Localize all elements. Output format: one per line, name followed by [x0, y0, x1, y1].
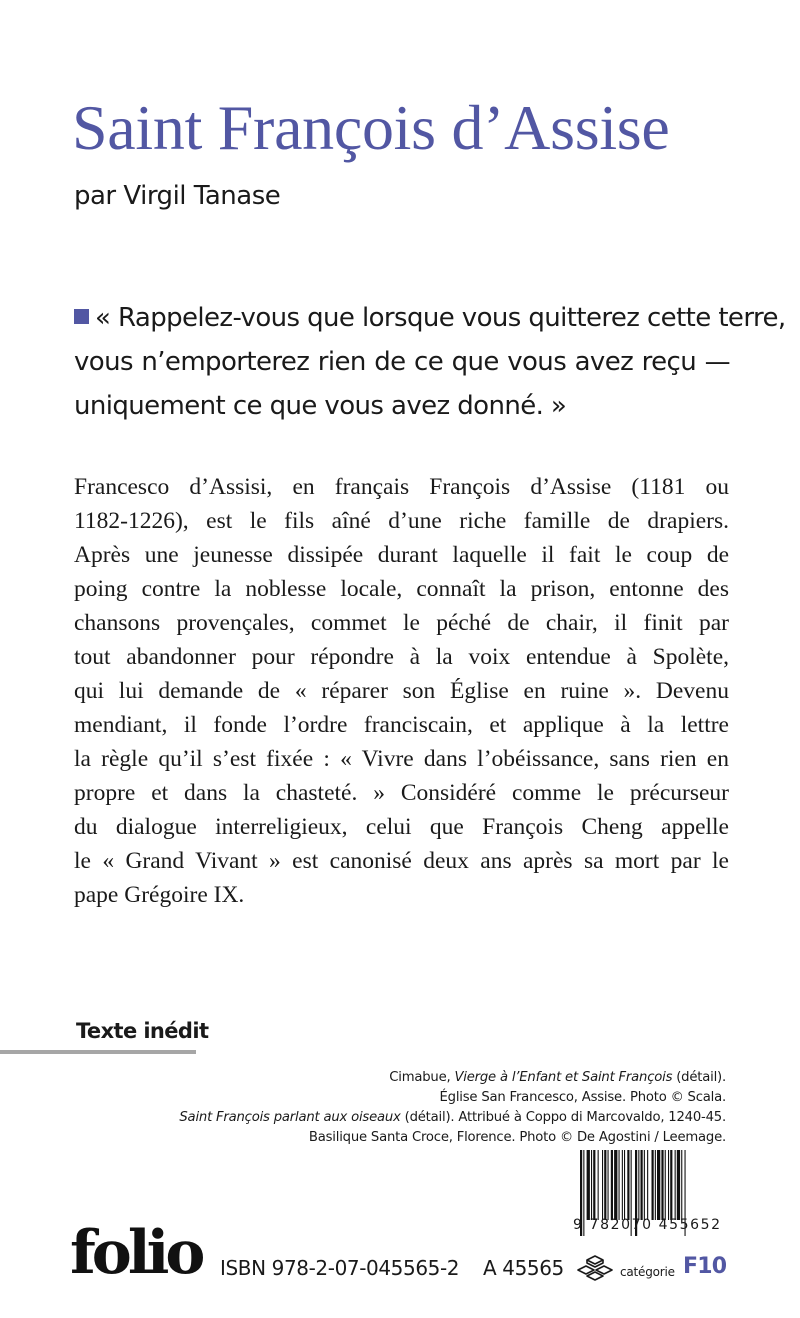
description-line: mendiant, il fonde l’ordre franciscain, et applique à la lettre — [74, 712, 729, 738]
image-credits — [26, 1068, 726, 1148]
category-label: catégorie — [620, 1265, 675, 1279]
description-line: du dialogue interreligieux, celui que François Cheng appelle — [74, 814, 729, 840]
description-line: Francesco d’Assisi, en français François d’Assise (1181 ou — [74, 474, 729, 500]
divider-rule — [0, 1050, 196, 1054]
description-line: 1182-1226), est le fils aîné d’une riche famille de drapiers. — [74, 508, 729, 534]
book-description — [74, 470, 729, 912]
isbn: ISBN 978-2-07-045565-2 — [220, 1256, 460, 1280]
books-icon — [576, 1253, 614, 1283]
description-line: chansons provençales, commet le péché de chair, il finit par — [74, 610, 729, 636]
quote-line: vous n’emporterez rien de ce que vous avez reçu — — [74, 347, 730, 377]
description-line: Après une jeunesse dissipée durant laquelle il fait le coup de — [74, 542, 729, 568]
folio-logo: folio — [70, 1218, 202, 1288]
credit-line: Basilique Santa Croce, Florence. Photo © De Agostini / Leemage. — [308, 1130, 726, 1145]
quote-line: uniquement ce que vous avez donné. » — [74, 391, 567, 421]
unpublished-text-label: Texte inédit — [76, 1019, 209, 1043]
quote-line: « Rappelez-vous que lorsque vous quitterez cette terre, — [74, 296, 730, 340]
credit-line: Église San Francesco, Assise. Photo © Scala. — [439, 1090, 726, 1105]
author-line: par Virgil Tanase — [74, 181, 281, 211]
credit-line: Cimabue, Vierge à l’Enfant et Saint François (détail). — [389, 1070, 726, 1085]
quote-marker-icon — [74, 309, 89, 324]
featured-quote — [74, 296, 786, 428]
barcode-digits: 9 782070 455652 — [573, 1217, 722, 1233]
product-code: A 45565 — [483, 1256, 564, 1280]
description-line: pape Grégoire IX. — [74, 882, 245, 908]
description-line: poing contre la noblesse locale, connaît la prison, entonne des — [74, 576, 729, 602]
description-line: qui lui demande de « réparer son Église en ruine ». Devenu — [74, 678, 729, 704]
description-line: tout abandonner pour répondre à la voix entendue à Spolète, — [74, 644, 729, 670]
credit-line: Saint François parlant aux oiseaux (détail). Attribué à Coppo di Marcovaldo, 1240-45. — [179, 1110, 726, 1125]
description-line: la règle qu’il s’est fixée : « Vivre dans l’obéissance, sans rien en — [74, 746, 729, 772]
book-title: Saint François d’Assise — [72, 92, 670, 163]
description-line: propre et dans la chasteté. » Considéré comme le précurseur — [74, 780, 729, 806]
description-line: le « Grand Vivant » est canonisé deux ans après sa mort par le — [74, 848, 729, 874]
category-code: F10 — [683, 1254, 727, 1279]
